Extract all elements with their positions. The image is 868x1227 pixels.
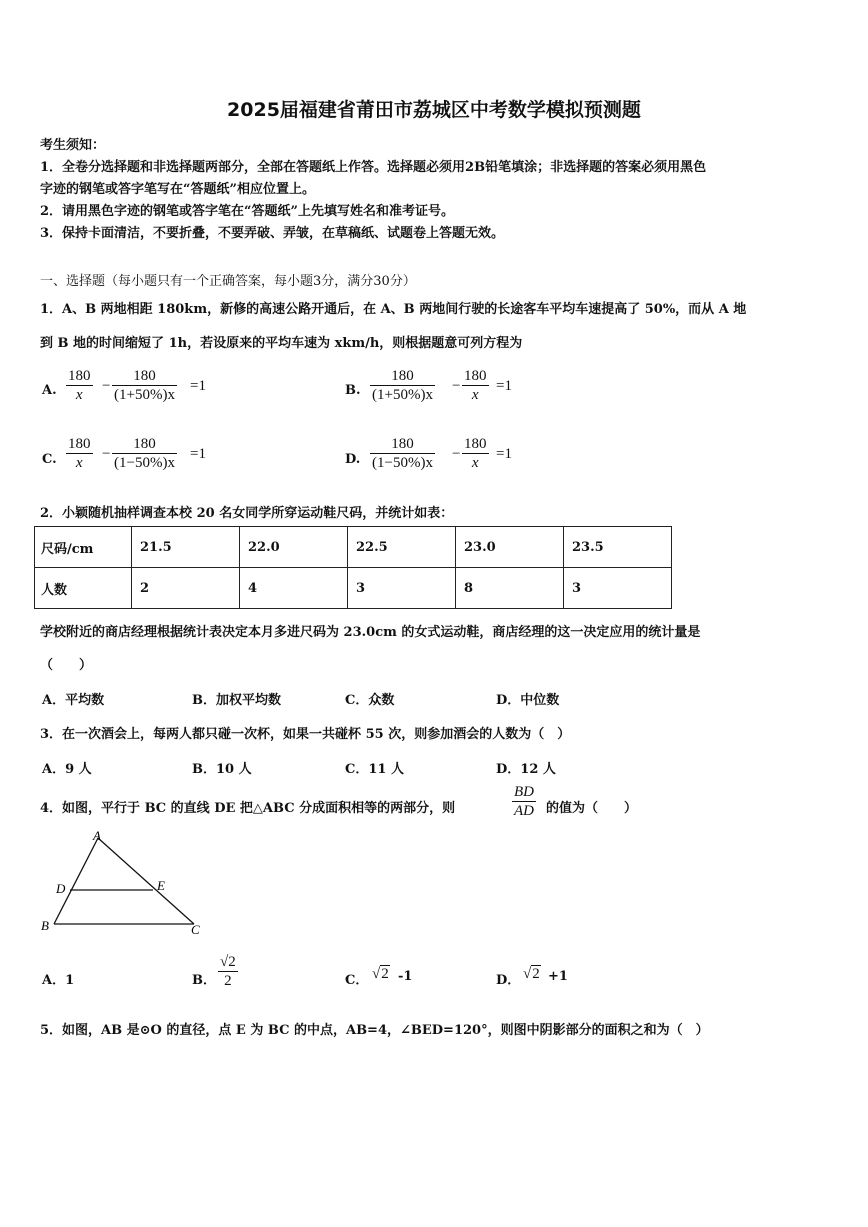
table-cell: 23.5 (564, 527, 672, 568)
q1-d-minus: − (452, 446, 461, 462)
q1-a-frac2: $\frac{180}{(1+50\%)x}$ (114, 368, 175, 403)
table-cell: 尺码/cm (35, 527, 132, 568)
q1-b-rhs: =1 (496, 378, 512, 394)
q1-d-frac2: $\frac{180}{x}$ (464, 436, 487, 471)
q1-c-frac1: $\frac{180}{x}$ (68, 436, 91, 471)
table-cell: 22.5 (348, 527, 456, 568)
q4-stem-end: 的值为（ ） (546, 801, 638, 816)
q1-c-minus: − (102, 446, 111, 462)
q4-option-d-sqrt: √2 (523, 966, 540, 982)
shoe-size-table (34, 526, 672, 609)
table-cell: 21.5 (132, 527, 240, 568)
q1-c-frac2: $\frac{180}{(1-50\%)x}$ (114, 436, 175, 471)
q1-d-rhs: =1 (496, 446, 512, 462)
q1-stem-line1: 1．A、B 两地相距 180km，新修的高速公路开通后，在 A、B 两地间行驶的长途客车平均车速提高了 50%，而从 A 地 (40, 302, 747, 317)
q1-b-frac2: $\frac{180}{x}$ (464, 368, 487, 403)
q2-option-b: B．加权平均数 (192, 693, 281, 708)
q4-stem: 4．如图，平行于 BC 的直线 DE 把△ABC 分成面积相等的两部分，则 (40, 801, 456, 816)
q4-ratio-fraction: $\frac{BD}{AD}$ (514, 784, 534, 819)
vertex-label-d: D (56, 881, 66, 896)
q1-a-rhs: =1 (190, 378, 206, 394)
vertex-label-c: C (191, 922, 200, 937)
q4-option-c-sqrt: √2 (372, 966, 389, 982)
table-cell: 23.0 (456, 527, 564, 568)
q1-option-a-label: A. (42, 383, 57, 398)
q2-option-c: C．众数 (345, 693, 395, 708)
q3-option-a: A．9 人 (42, 762, 92, 777)
q3-option-c: C．11 人 (345, 762, 404, 777)
table-cell: 3 (564, 568, 672, 609)
q4-option-b-label: B． (192, 973, 216, 988)
q2-option-a: A．平均数 (42, 693, 105, 708)
q2-option-d: D．中位数 (496, 693, 560, 708)
table-cell: 2 (132, 568, 240, 609)
q2-stem: 2．小颖随机抽样调查本校 20 名女同学所穿运动鞋尺码，并统计如表： (40, 506, 454, 521)
table-row (35, 527, 672, 568)
table-cell: 4 (240, 568, 348, 609)
notice-heading: 考生须知： (40, 138, 106, 153)
vertex-label-a: A (93, 828, 101, 843)
q4-option-d-tail: +1 (548, 969, 568, 984)
notice-line-3: 2．请用黑色字迹的钢笔或答字笔在“答题纸”上先填写姓名和准考证号。 (40, 204, 455, 219)
table-cell: 8 (456, 568, 564, 609)
q4-option-d-label: D． (496, 973, 521, 988)
q3-option-b: B．10 人 (192, 762, 252, 777)
table-row (35, 568, 672, 609)
notice-line-2: 字迹的钢笔或答字笔写在“答题纸”相应位置上。 (40, 182, 315, 197)
q4-option-c-label: C． (345, 973, 369, 988)
q3-option-d: D．12 人 (496, 762, 556, 777)
q5-stem: 5．如图，AB 是⊙O 的直径，点 E 为 BC 的中点，AB=4，∠BED=120°，则图中阴影部分的面积之和为（ ） (40, 1023, 709, 1038)
q1-option-c-label: C. (42, 452, 57, 467)
q2-paren: （ ） (40, 658, 93, 673)
table-cell: 22.0 (240, 527, 348, 568)
notice-line-4: 3．保持卡面清洁，不要折叠，不要弄破、弄皱，在草稿纸、试题卷上答题无效。 (40, 226, 505, 241)
q3-stem: 3．在一次酒会上，每两人都只碰一次杯，如果一共碰杯 55 次，则参加酒会的人数为（ ） (40, 727, 571, 742)
q4-option-c-tail: -1 (398, 969, 413, 984)
triangle-figure (38, 828, 208, 940)
section-heading: 一、选择题（每小题只有一个正确答案，每小题3分，满分30分） (40, 274, 416, 289)
q1-b-frac1: $\frac{180}{(1+50\%)x}$ (372, 368, 433, 403)
q1-d-frac1: $\frac{180}{(1-50\%)x}$ (372, 436, 433, 471)
q1-c-rhs: =1 (190, 446, 206, 462)
q1-stem-line2: 到 B 地的时间缩短了 1h，若设原来的平均车速为 xkm/h，则根据题意可列方程为 (40, 336, 523, 351)
q1-option-b-label: B. (345, 383, 361, 398)
table-cell: 3 (348, 568, 456, 609)
q4-option-a: A．1 (42, 973, 75, 988)
q1-b-minus: − (452, 378, 461, 394)
q4-option-b-fraction: $\frac{√2}{2}$ (220, 954, 236, 989)
q1-a-minus: − (102, 378, 111, 394)
vertex-label-b: B (41, 918, 49, 933)
notice-line-1: 1．全卷分选择题和非选择题两部分，全部在答题纸上作答。选择题必须用2B铅笔填涂；非选择题的答案必须用黑色 (40, 160, 707, 175)
q1-option-d-label: D. (345, 452, 361, 467)
q1-a-frac1: $\frac{180}{x}$ (68, 368, 91, 403)
side-ac (98, 838, 194, 924)
page-title: 2025届福建省莆田市荔城区中考数学模拟预测题 (227, 99, 641, 121)
vertex-label-e: E (157, 878, 165, 893)
table-cell: 人数 (35, 568, 132, 609)
q2-line2: 学校附近的商店经理根据统计表决定本月多进尺码为 23.0cm 的女式运动鞋，商店经理的这一决定应用的统计量是 (40, 625, 701, 640)
